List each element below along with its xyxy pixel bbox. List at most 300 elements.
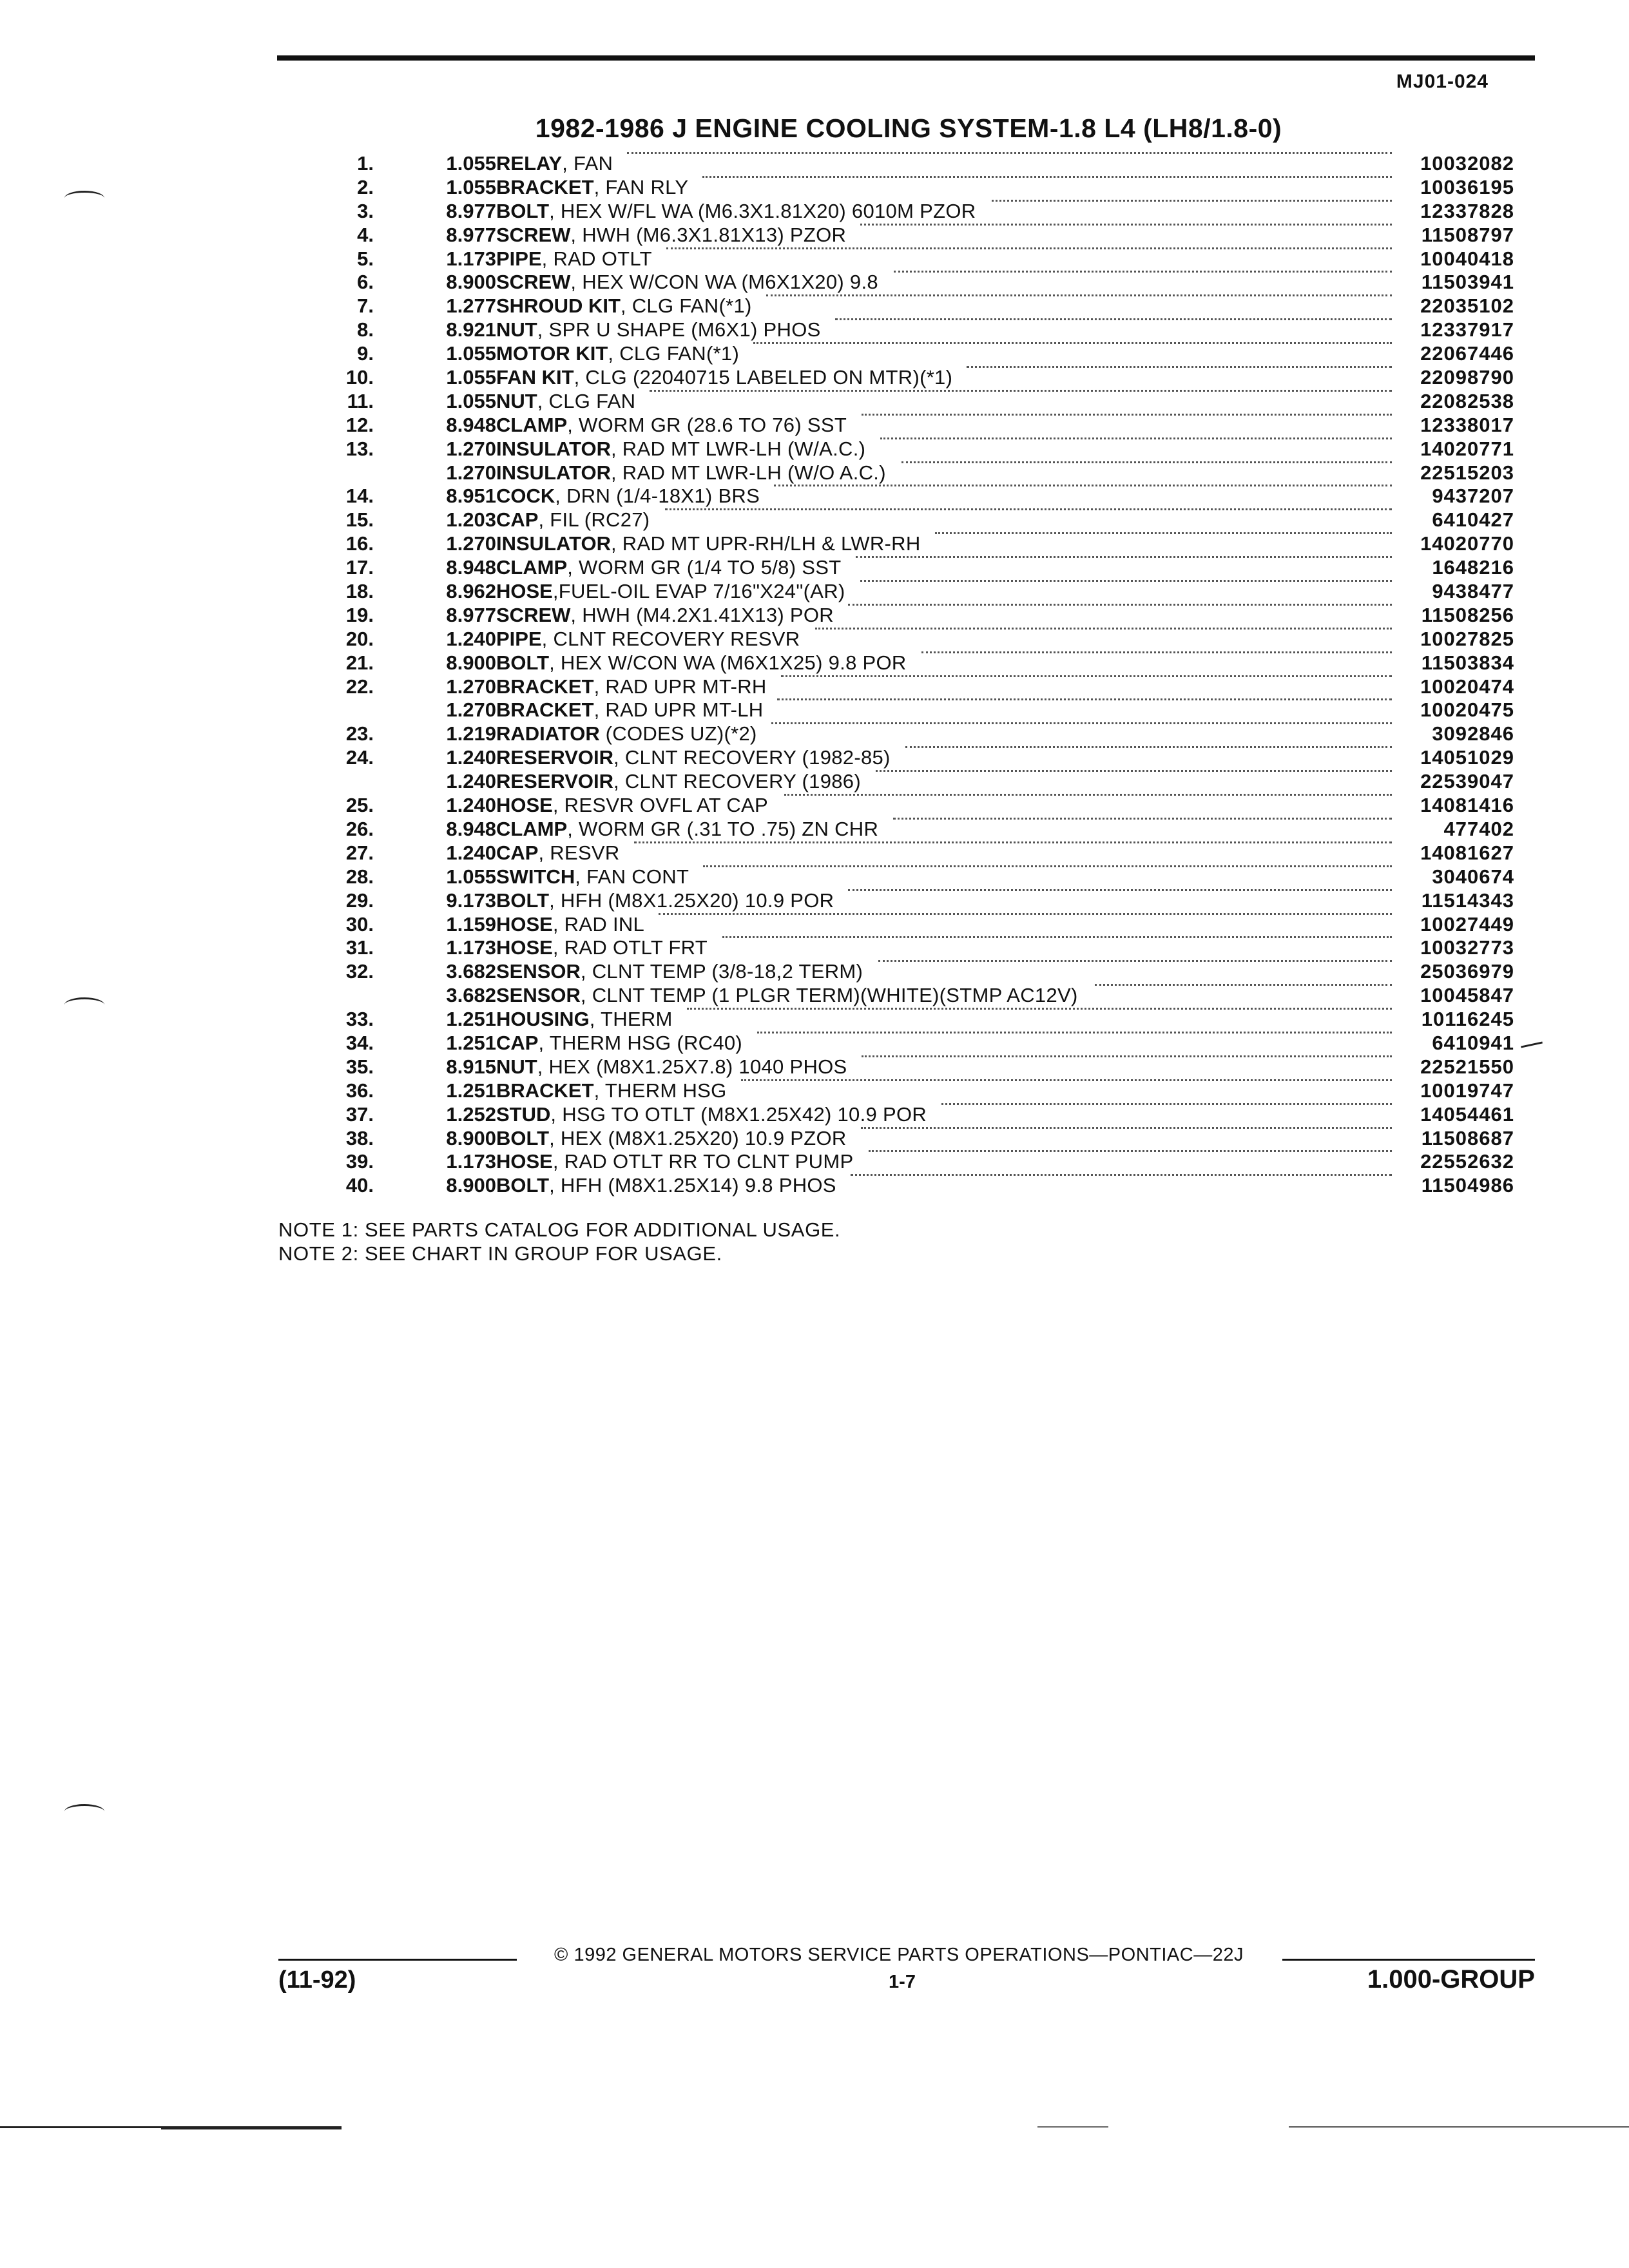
part-row — [277, 318, 1540, 342]
part-number: 22098790 — [1420, 366, 1514, 389]
part-row — [277, 960, 1540, 984]
note-2: NOTE 2: SEE CHART IN GROUP FOR USAGE. — [278, 1242, 722, 1265]
part-number: 10020474 — [1420, 675, 1514, 698]
part-row — [277, 224, 1540, 247]
item-number: 22. — [345, 675, 374, 698]
revision-date: (11-92) — [278, 1966, 356, 1994]
group-number: 8.977 — [446, 603, 496, 626]
group-number: 8.951 — [446, 485, 496, 508]
item-number: 7. — [357, 294, 374, 318]
group-number: 1.055 — [446, 389, 496, 412]
part-qualifier: , FAN CONT — [575, 865, 689, 888]
part-row — [277, 1174, 1540, 1198]
part-name: HOSE — [496, 794, 553, 817]
group-number: 1.055 — [446, 152, 496, 175]
item-number: 11. — [347, 389, 374, 412]
item-number: 24. — [345, 746, 374, 769]
item-number: 15. — [345, 508, 374, 532]
leader-dots — [722, 936, 1392, 938]
part-qualifier: , FAN — [562, 152, 613, 175]
part-row — [277, 1103, 1540, 1127]
part-qualifier: , HFH (M8X1.25X14) 9.8 PHOS — [549, 1174, 836, 1197]
item-number: 33. — [345, 1008, 374, 1031]
part-number: 22082538 — [1420, 389, 1514, 412]
item-number: 32. — [345, 960, 374, 983]
group-number: 3.682 — [446, 960, 496, 983]
part-name: NUT — [496, 1055, 537, 1078]
part-number: 1648216 — [1432, 556, 1514, 579]
part-number: 6410427 — [1432, 508, 1514, 532]
group-number: 1.240 — [446, 841, 496, 864]
part-name: RESERVOIR — [496, 746, 614, 769]
part-row — [277, 342, 1540, 366]
part-number: 14051029 — [1420, 746, 1514, 769]
leader-dots — [650, 390, 1392, 392]
item-number: 18. — [345, 580, 374, 603]
group-number: 8.900 — [446, 1126, 496, 1149]
part-name: RELAY — [496, 152, 563, 175]
group-number: 1.240 — [446, 627, 496, 650]
part-row — [277, 390, 1540, 414]
part-number: 12338017 — [1420, 413, 1514, 436]
part-name: BRACKET — [496, 175, 594, 198]
part-name: CAP — [496, 841, 539, 864]
part-qualifier: , DRN (1/4-18X1) BRS — [555, 485, 760, 508]
group-number: 1.000-GROUP — [1367, 1965, 1535, 1994]
part-qualifier: , FAN RLY — [593, 175, 689, 198]
leader-dots — [634, 841, 1392, 843]
part-qualifier: , HWH (M6.3X1.81X13) PZOR — [570, 223, 847, 246]
part-name: STUD — [496, 1102, 551, 1126]
part-qualifier: ,FUEL-OIL EVAP 7/16"X24"(AR) — [552, 580, 845, 603]
leader-dots — [862, 1055, 1392, 1057]
part-number: 25036979 — [1420, 960, 1514, 983]
part-row — [277, 913, 1540, 937]
group-number: 1.277 — [446, 294, 496, 318]
item-number: 2. — [357, 175, 374, 198]
part-number: 6410941 — [1432, 1031, 1514, 1054]
group-number: 1.159 — [446, 912, 496, 936]
part-row — [277, 984, 1540, 1008]
group-number: 1.270 — [446, 675, 496, 698]
part-row — [277, 200, 1540, 224]
leader-dots — [967, 366, 1392, 368]
leader-dots — [702, 176, 1392, 178]
part-name: BOLT — [496, 1174, 550, 1197]
item-number: 30. — [345, 912, 374, 936]
part-qualifier: (CODES UZ)(*2) — [599, 722, 757, 745]
part-name: RESERVOIR — [496, 770, 614, 793]
part-qualifier: , RAD MT LWR-LH (W/O A.C.) — [610, 461, 886, 484]
part-number: 11508256 — [1421, 603, 1514, 626]
leader-dots — [901, 461, 1392, 463]
part-qualifier: , CLNT TEMP (3/8-18,2 TERM) — [580, 960, 863, 983]
item-number: 38. — [345, 1126, 374, 1149]
part-row — [277, 698, 1540, 722]
part-qualifier: , THERM — [589, 1008, 673, 1031]
part-qualifier: , CLNT RECOVERY (1986) — [613, 770, 861, 793]
binder-hole-mark — [64, 191, 104, 206]
part-number: 10032082 — [1420, 152, 1514, 175]
group-number: 9.173 — [446, 889, 496, 912]
part-qualifier: , RESVR — [538, 841, 620, 864]
item-number: 35. — [345, 1055, 374, 1078]
part-number: 22515203 — [1420, 461, 1514, 484]
part-row — [277, 294, 1540, 318]
part-qualifier: , THERM HSG — [593, 1079, 727, 1102]
group-number: 1.055 — [446, 366, 496, 389]
item-number: 17. — [345, 556, 374, 579]
leader-dots — [781, 675, 1392, 677]
part-name: HOSE — [496, 580, 553, 603]
part-row — [277, 818, 1540, 841]
part-qualifier: , CLNT TEMP (1 PLGR TERM)(WHITE)(STMP AC12V) — [580, 984, 1078, 1007]
part-name: SWITCH — [496, 865, 575, 888]
part-number: 10036195 — [1420, 175, 1514, 198]
item-number: 26. — [345, 817, 374, 840]
item-number: 34. — [345, 1031, 374, 1054]
group-number: 1.055 — [446, 342, 496, 365]
part-row — [277, 746, 1540, 770]
part-number: 9438477 — [1432, 580, 1514, 603]
part-row — [277, 841, 1540, 865]
group-number: 1.173 — [446, 936, 496, 959]
group-number: 1.173 — [446, 247, 496, 270]
part-name: BRACKET — [496, 698, 594, 722]
leader-dots — [905, 746, 1392, 748]
part-row — [277, 366, 1540, 390]
item-number: 9. — [357, 342, 374, 365]
document-code: MJ01-024 — [1396, 71, 1489, 92]
part-qualifier: , HFH (M8X1.25X20) 10.9 POR — [549, 889, 834, 912]
leader-dots — [878, 960, 1392, 962]
part-number: 14020770 — [1420, 532, 1514, 555]
part-qualifier: , RAD MT UPR-RH/LH & LWR-RH — [610, 532, 921, 555]
group-number: 8.977 — [446, 199, 496, 222]
leader-dots — [862, 414, 1392, 416]
bottom-scan-line — [1289, 2126, 1629, 2128]
part-qualifier: , CLNT RECOVERY (1982-85) — [613, 746, 891, 769]
part-name: SCREW — [496, 603, 571, 626]
group-number: 1.203 — [446, 508, 496, 532]
part-name: NUT — [496, 389, 537, 412]
part-qualifier: , RAD OTLT FRT — [552, 936, 708, 959]
part-qualifier: , RAD UPR MT-LH — [593, 698, 764, 722]
binder-hole-mark — [64, 1804, 104, 1819]
part-row — [277, 722, 1540, 746]
leader-dots — [869, 1150, 1392, 1152]
part-name: MOTOR KIT — [496, 342, 608, 365]
leader-dots — [687, 1008, 1392, 1010]
part-row — [277, 461, 1540, 485]
part-name: SENSOR — [496, 984, 581, 1007]
leader-dots — [861, 1127, 1392, 1129]
part-number: 12337917 — [1420, 318, 1514, 341]
item-number: 29. — [345, 889, 374, 912]
part-row — [277, 271, 1540, 294]
part-qualifier: , HSG TO OTLT (M8X1.25X42) 10.9 POR — [550, 1102, 927, 1126]
top-rule — [277, 55, 1535, 61]
part-qualifier: , RAD OTLT — [541, 247, 652, 270]
group-number: 1.240 — [446, 746, 496, 769]
part-name: INSULATOR — [496, 532, 611, 555]
part-row — [277, 794, 1540, 818]
group-number: 1.251 — [446, 1031, 496, 1054]
part-row — [277, 485, 1540, 508]
part-qualifier: , HEX W/CON WA (M6X1X20) 9.8 — [570, 271, 878, 294]
page-title: 1982-1986 J ENGINE COOLING SYSTEM-1.8 L4 (LH8/1.8-0) — [535, 113, 1282, 143]
part-qualifier: , HEX W/FL WA (M6.3X1.81X20) 6010M PZOR — [549, 199, 976, 222]
part-row — [277, 770, 1540, 794]
item-number: 10. — [345, 366, 374, 389]
part-name: PIPE — [496, 247, 542, 270]
leader-dots — [941, 1103, 1392, 1105]
group-number: 1.055 — [446, 175, 496, 198]
part-qualifier: , HWH (M4.2X1.41X13) POR — [570, 603, 834, 626]
part-qualifier: , CLNT RECOVERY RESVR — [541, 627, 800, 650]
part-name: PIPE — [496, 627, 542, 650]
part-number: 12337828 — [1420, 199, 1514, 222]
part-row — [277, 176, 1540, 200]
footer-rule-right — [1282, 1959, 1535, 1961]
leader-dots — [848, 889, 1392, 891]
part-row — [277, 865, 1540, 889]
part-number: 9437207 — [1432, 485, 1514, 508]
leader-dots — [921, 651, 1392, 653]
part-row — [277, 1150, 1540, 1174]
leader-dots — [880, 437, 1392, 439]
part-name: HOUSING — [496, 1008, 590, 1031]
part-row — [277, 414, 1540, 437]
part-number: 14054461 — [1420, 1102, 1514, 1126]
leader-dots — [777, 698, 1392, 700]
part-row — [277, 628, 1540, 651]
part-qualifier: , CLG FAN — [537, 389, 636, 412]
leader-dots — [894, 271, 1392, 273]
part-qualifier: , WORM GR (28.6 TO 76) SST — [567, 413, 847, 436]
part-number: 11503834 — [1421, 651, 1514, 674]
bottom-scan-line — [1037, 2126, 1108, 2128]
group-number: 8.977 — [446, 223, 496, 246]
part-number: 22521550 — [1420, 1055, 1514, 1078]
group-number: 8.900 — [446, 651, 496, 674]
part-qualifier: , RAD UPR MT-RH — [593, 675, 767, 698]
part-row — [277, 1032, 1540, 1055]
part-number: 10116245 — [1421, 1008, 1514, 1031]
group-number: 1.219 — [446, 722, 496, 745]
part-number: 22067446 — [1420, 342, 1514, 365]
part-qualifier: , HEX (M8X1.25X7.8) 1040 PHOS — [537, 1055, 847, 1078]
group-number: 1.251 — [446, 1008, 496, 1031]
item-number: 13. — [345, 437, 374, 460]
leader-dots — [757, 1032, 1392, 1033]
part-name: COCK — [496, 485, 555, 508]
part-row — [277, 675, 1540, 699]
part-qualifier: , HEX W/CON WA (M6X1X25) 9.8 POR — [549, 651, 907, 674]
leader-dots — [851, 1174, 1392, 1176]
item-number: 3. — [357, 199, 374, 222]
part-number: 10040418 — [1420, 247, 1514, 270]
leader-dots — [876, 770, 1392, 772]
item-number: 28. — [345, 865, 374, 888]
part-qualifier: , RESVR OVFL AT CAP — [552, 794, 769, 817]
group-number: 8.915 — [446, 1055, 496, 1078]
part-qualifier: , RAD MT LWR-LH (W/A.C.) — [610, 437, 866, 460]
part-name: INSULATOR — [496, 437, 611, 460]
leader-dots — [784, 794, 1392, 796]
footer-rule-left — [278, 1959, 517, 1961]
leader-dots — [1095, 984, 1392, 986]
item-number: 14. — [345, 485, 374, 508]
page-number: 1-7 — [889, 1972, 916, 1992]
group-number: 8.948 — [446, 556, 496, 579]
group-number: 1.240 — [446, 770, 496, 793]
part-row — [277, 651, 1540, 675]
part-number: 22539047 — [1420, 770, 1514, 793]
part-number: 11508687 — [1421, 1126, 1514, 1149]
leader-dots — [860, 580, 1392, 582]
part-number: 10020475 — [1420, 698, 1514, 722]
group-number: 8.962 — [446, 580, 496, 603]
item-number: 31. — [345, 936, 374, 959]
part-number: 14020771 — [1420, 437, 1514, 460]
leader-dots — [835, 318, 1392, 320]
notes — [278, 1218, 840, 1265]
item-number: 16. — [345, 532, 374, 555]
group-number: 8.948 — [446, 413, 496, 436]
binder-hole-mark — [64, 997, 104, 1012]
copyright: © 1992 GENERAL MOTORS SERVICE PARTS OPERATIONS—PONTIAC—22J — [554, 1945, 1244, 1965]
group-number: 1.251 — [446, 1079, 496, 1102]
part-number: 10027825 — [1420, 627, 1514, 650]
item-number: 37. — [345, 1102, 374, 1126]
part-number: 10045847 — [1420, 984, 1514, 1007]
part-number: 10027449 — [1420, 912, 1514, 936]
part-qualifier: , RAD OTLT RR TO CLNT PUMP — [552, 1150, 854, 1173]
part-name: BOLT — [496, 889, 550, 912]
group-number: 8.900 — [446, 271, 496, 294]
leader-dots — [935, 532, 1392, 534]
part-row — [277, 532, 1540, 556]
part-name: CLAMP — [496, 556, 568, 579]
item-number: 40. — [345, 1174, 374, 1197]
part-name: BOLT — [496, 651, 550, 674]
item-number: 12. — [345, 413, 374, 436]
group-number: 1.270 — [446, 461, 496, 484]
leader-dots — [627, 152, 1392, 154]
part-name: SENSOR — [496, 960, 581, 983]
leader-dots — [815, 628, 1392, 629]
item-number: 21. — [345, 651, 374, 674]
item-number: 6. — [357, 271, 374, 294]
part-qualifier: , CLG (22040715 LABELED ON MTR)(*1) — [574, 366, 953, 389]
group-number: 1.270 — [446, 698, 496, 722]
leader-dots — [703, 865, 1392, 867]
parts-list — [277, 152, 1540, 1198]
part-name: BOLT — [496, 1126, 550, 1149]
part-name: SCREW — [496, 223, 571, 246]
part-row — [277, 556, 1540, 580]
part-name: CLAMP — [496, 817, 568, 840]
part-number: 477402 — [1443, 817, 1514, 840]
part-row — [277, 580, 1540, 604]
part-row — [277, 1008, 1540, 1032]
part-number: 14081416 — [1420, 794, 1514, 817]
part-name: RADIATOR — [496, 722, 600, 745]
part-name: SCREW — [496, 271, 571, 294]
item-number: 8. — [357, 318, 374, 341]
leader-dots — [893, 818, 1392, 820]
item-number: 36. — [345, 1079, 374, 1102]
part-qualifier: , HEX (M8X1.25X20) 10.9 PZOR — [549, 1126, 847, 1149]
part-number: 14081627 — [1420, 841, 1514, 864]
part-row — [277, 1079, 1540, 1103]
part-name: BRACKET — [496, 1079, 594, 1102]
part-qualifier: , THERM HSG (RC40) — [538, 1031, 743, 1054]
group-number: 1.173 — [446, 1150, 496, 1173]
part-row — [277, 247, 1540, 271]
group-number: 1.240 — [446, 794, 496, 817]
part-qualifier: , RAD INL — [552, 912, 645, 936]
leader-dots — [659, 913, 1392, 915]
group-number: 1.055 — [446, 865, 496, 888]
part-number: 22035102 — [1420, 294, 1514, 318]
leader-dots — [992, 200, 1392, 202]
part-qualifier: , SPR U SHAPE (M6X1) PHOS — [537, 318, 821, 341]
part-number: 10019747 — [1420, 1079, 1514, 1102]
part-name: INSULATOR — [496, 461, 611, 484]
leader-dots — [860, 224, 1392, 226]
part-name: BOLT — [496, 199, 550, 222]
part-number: 3092846 — [1432, 722, 1514, 745]
item-number: 19. — [345, 603, 374, 626]
item-number: 39. — [345, 1150, 374, 1173]
leader-dots — [771, 722, 1392, 724]
group-number: 8.921 — [446, 318, 496, 341]
part-number: 11514343 — [1421, 889, 1514, 912]
part-row — [277, 1127, 1540, 1151]
part-name: FAN KIT — [496, 366, 574, 389]
part-row — [277, 1055, 1540, 1079]
leader-dots — [753, 342, 1392, 344]
part-name: CAP — [496, 1031, 539, 1054]
group-number: 8.948 — [446, 817, 496, 840]
part-qualifier: , WORM GR (1/4 TO 5/8) SST — [567, 556, 842, 579]
part-row — [277, 889, 1540, 913]
part-number: 3040674 — [1432, 865, 1514, 888]
part-number: 22552632 — [1420, 1150, 1514, 1173]
group-number: 1.270 — [446, 437, 496, 460]
group-number: 8.900 — [446, 1174, 496, 1197]
part-name: HOSE — [496, 912, 553, 936]
item-number: 5. — [357, 247, 374, 270]
leader-dots — [665, 508, 1392, 510]
leader-dots — [774, 485, 1392, 486]
part-row — [277, 936, 1540, 960]
group-number: 3.682 — [446, 984, 496, 1007]
leader-dots — [741, 1079, 1392, 1081]
part-qualifier: , CLG FAN(*1) — [620, 294, 752, 318]
part-name: NUT — [496, 318, 537, 341]
group-number: 1.270 — [446, 532, 496, 555]
part-name: BRACKET — [496, 675, 594, 698]
leader-dots — [848, 604, 1392, 606]
item-number: 25. — [345, 794, 374, 817]
leader-dots — [766, 294, 1392, 296]
note-1: NOTE 1: SEE PARTS CATALOG FOR ADDITIONAL USAGE. — [278, 1218, 841, 1241]
item-number: 27. — [345, 841, 374, 864]
part-number: 11508797 — [1421, 223, 1514, 246]
